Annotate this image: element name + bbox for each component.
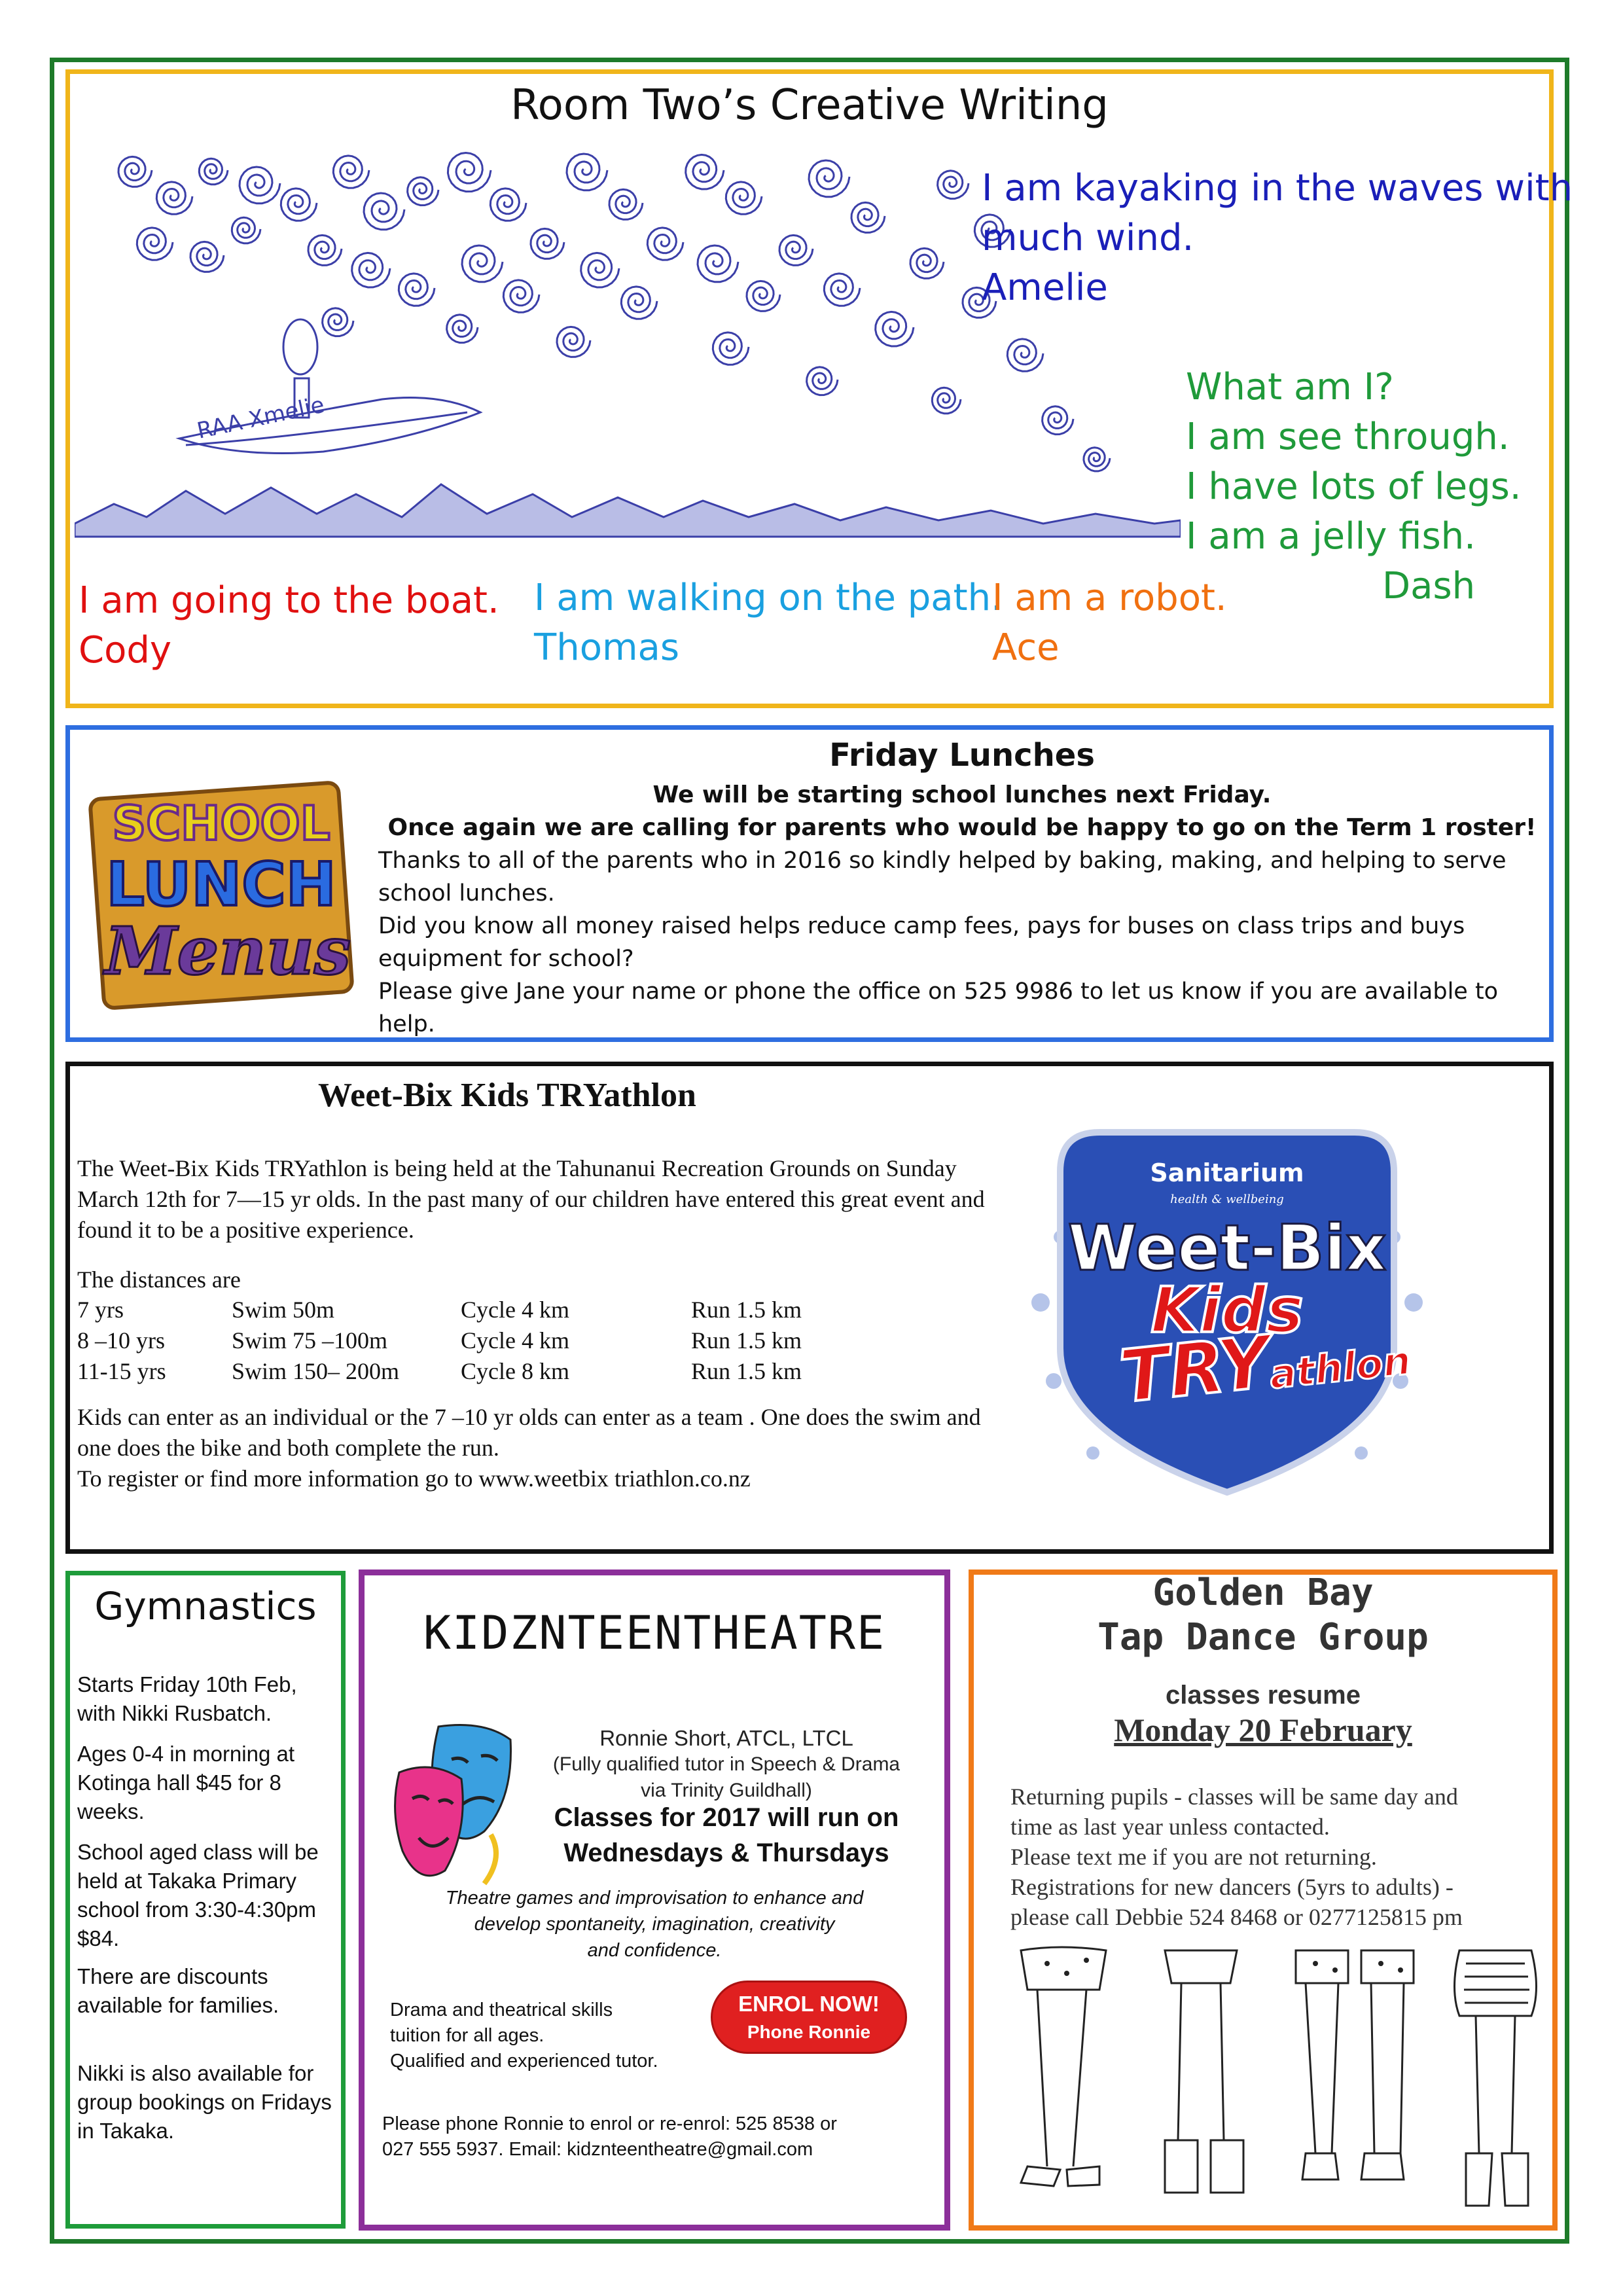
- theatre-masks-icon: [386, 1720, 517, 1890]
- gymnastics-para-2: Ages 0-4 in morning at Kotinga hall $45 for 8 weeks.: [77, 1742, 295, 1823]
- run-cell: Run 1.5 km: [691, 1297, 802, 1323]
- cycle-cell: Cycle 8 km: [461, 1358, 569, 1384]
- friday-lunches-body: [378, 844, 1530, 1041]
- kidzn-tutor: Ronnie Short, ATCL, LTCL: [599, 1726, 853, 1750]
- tryathlon-team-info: Kids can enter as an individual or the 7 –10 yr olds can enter as a team . One does the swim and one does the bike and both complete the run.: [77, 1404, 981, 1461]
- kidzn-skills-2: tuition for all ages.: [390, 2025, 544, 2046]
- swim-cell: Swim 50m: [232, 1297, 335, 1323]
- tryathlon-register-info: To register or find more information go to www.weetbix triathlon.co.nz: [77, 1465, 751, 1492]
- logo-tagline: health & wellbeing: [1170, 1193, 1284, 1206]
- ace-name: Ace: [992, 626, 1060, 669]
- dash-line-3: I have lots of legs.: [1186, 465, 1522, 508]
- ace-poem: [992, 573, 1227, 673]
- dash-poem: [1186, 363, 1522, 611]
- lunches-para-3: Please give Jane your name or phone the office on 525 9986 to let us know if you are available to help.: [378, 978, 1499, 1037]
- thomas-line-1: I am walking on the path.: [534, 577, 1003, 619]
- age-cell: 8 –10 yrs: [77, 1327, 165, 1354]
- tap-resume: classes resume: [1165, 1681, 1361, 1710]
- tap-line-3: Please text me if you are not returning.: [1010, 1844, 1377, 1870]
- logo-kids: Kids: [1150, 1274, 1304, 1347]
- kidzn-classes: [517, 1800, 936, 1871]
- run-cell: Run 1.5 km: [691, 1358, 802, 1384]
- friday-lunches-title: Friday Lunches: [829, 737, 1095, 774]
- dancers-legs-illustration: [1008, 1944, 1544, 2219]
- cody-poem: [79, 576, 499, 675]
- kidzn-skills-1: Drama and theatrical skills: [390, 2000, 613, 2020]
- gymnastics-para-1: Starts Friday 10th Feb, with Nikki Rusbatch.: [77, 1672, 297, 1725]
- logo-athlon: athlon: [1267, 1337, 1414, 1399]
- lunches-para-2: Did you know all money raised helps reduce camp fees, pays for buses on class trips and buys equipment for school?: [378, 913, 1465, 972]
- kidzn-classes-1: Classes for 2017 will run on: [554, 1803, 899, 1832]
- dash-line-1: What am I?: [1186, 366, 1394, 408]
- school-lunch-menus-logo: [77, 764, 365, 1013]
- logo-word-school: SCHOOL: [112, 796, 330, 851]
- tap-line-1: Returning pupils - classes will be same day and: [1010, 1784, 1458, 1810]
- tap-line-5: please call Debbie 524 8468 or 0277125815 pm: [1010, 1904, 1463, 1930]
- thomas-name: Thomas: [534, 626, 680, 669]
- lunches-para-1: Thanks to all of the parents who in 2016 so kindly helped by baking, making, and helping to serve school lunches.: [378, 848, 1507, 906]
- gymnastics-para-4: There are discounts available for families.: [77, 1964, 279, 2017]
- lunches-line-1: We will be starting school lunches next Friday.: [652, 781, 1272, 808]
- tap-title-1: Golden Bay: [1152, 1571, 1374, 1614]
- swim-cell: Swim 75 –100m: [232, 1327, 388, 1354]
- kidzn-games-2: develop spontaneity, imagination, creativity: [474, 1914, 835, 1935]
- cycle-cell: Cycle 4 km: [461, 1327, 569, 1354]
- dash-name: Dash: [1382, 565, 1476, 607]
- kidzn-qual-2: via Trinity Guildhall): [641, 1780, 812, 1801]
- kidzn-skills: [390, 1998, 704, 2074]
- cycle-cell: Cycle 4 km: [461, 1297, 569, 1323]
- distances-table: [77, 1295, 802, 1387]
- table-row: [77, 1325, 802, 1356]
- cody-line-1: I am going to the boat.: [79, 579, 499, 622]
- enrol-now-label: ENROL NOW!: [738, 1992, 880, 2016]
- amelie-poem: [982, 164, 1573, 313]
- ace-line-1: I am a robot.: [992, 577, 1227, 619]
- tryathlon-intro: The Weet-Bix Kids TRYathlon is being held at the Tahunanui Recreation Grounds on Sunday March 12th for 7—15 yr olds. In the past many of our children have entered this great event and found it to be a positive experience.: [77, 1155, 985, 1243]
- dash-line-2: I am see through.: [1186, 416, 1510, 458]
- tap-line-4: Registrations for new dancers (5yrs to adults) -: [1010, 1874, 1454, 1900]
- logo-product: Weet-Bix: [1067, 1211, 1387, 1285]
- kidzn-games-3: and confidence.: [587, 1940, 722, 1961]
- kidzn-classes-2: Wednesdays & Thursdays: [563, 1839, 889, 1867]
- phone-ronnie-label: Phone Ronnie: [747, 2022, 871, 2042]
- run-cell: Run 1.5 km: [691, 1327, 802, 1354]
- kidzn-contact-2: 027 555 5937. Email: kidznteentheatre@gmail.com: [382, 2139, 813, 2160]
- friday-lunches-lines: [373, 779, 1551, 844]
- tap-line-2: time as last year unless contacted.: [1010, 1814, 1330, 1840]
- lunches-line-2: Once again we are calling for parents who would be happy to go on the Term 1 roster!: [387, 814, 1537, 841]
- tap-date: Monday 20 February: [1114, 1712, 1412, 1748]
- logo-brand: Sanitarium: [1150, 1158, 1304, 1187]
- tryathlon-title: Weet-Bix Kids TRYathlon: [318, 1077, 696, 1114]
- kidzn-games: [366, 1885, 942, 1964]
- kidzn-contact-1: Please phone Ronnie to enrol or re-enrol: 525 8538 or: [382, 2113, 837, 2134]
- enrol-now-button[interactable]: [711, 1981, 907, 2054]
- age-cell: 7 yrs: [77, 1297, 124, 1323]
- logo-word-lunch: LUNCH: [106, 850, 336, 920]
- age-cell: 11-15 yrs: [77, 1358, 166, 1384]
- kidzn-tutor-info: [517, 1725, 936, 1804]
- kidzn-skills-3: Qualified and experienced tutor.: [390, 2051, 658, 2072]
- kidzn-qual-1: (Fully qualified tutor in Speech & Drama: [552, 1753, 901, 1775]
- distances-heading: The distances are: [77, 1266, 241, 1293]
- drawing-scrawl: RAA Xmelie: [194, 391, 327, 444]
- amelie-name: Amelie: [982, 266, 1108, 309]
- dash-line-4: I am a jelly fish.: [1186, 515, 1476, 558]
- thomas-poem: [534, 573, 1003, 673]
- creative-writing-title: Room Two’s Creative Writing: [510, 81, 1109, 130]
- amelie-line-1: I am kayaking in the waves with: [982, 167, 1573, 209]
- tap-title-2: Tap Dance Group: [1097, 1616, 1429, 1659]
- amelie-line-2: much wind.: [982, 217, 1194, 259]
- tap-body: [1010, 1782, 1547, 1932]
- gymnastics-para-3: School aged class will be held at Takaka Primary school from 3:30-4:30pm $84.: [77, 1840, 319, 1950]
- table-row: [77, 1295, 802, 1325]
- cody-name: Cody: [79, 629, 172, 672]
- kidzn-title: KIDZNTEENTHEATRE: [423, 1606, 886, 1660]
- kidzn-contact: [382, 2111, 938, 2162]
- swim-cell: Swim 150– 200m: [232, 1358, 400, 1384]
- gymnastics-para-5: Nikki is also available for group bookings on Fridays in Takaka.: [77, 2061, 332, 2143]
- gymnastics-title: Gymnastics: [94, 1584, 317, 1628]
- logo-word-menus: Menus: [104, 912, 351, 990]
- logo-try: TRY: [1116, 1319, 1274, 1419]
- kidzn-games-1: Theatre games and improvisation to enhance and: [445, 1888, 864, 1909]
- tap-dance-title: [969, 1571, 1558, 1660]
- table-row: [77, 1356, 802, 1387]
- weetbix-tryathlon-logo: [1001, 1106, 1453, 1512]
